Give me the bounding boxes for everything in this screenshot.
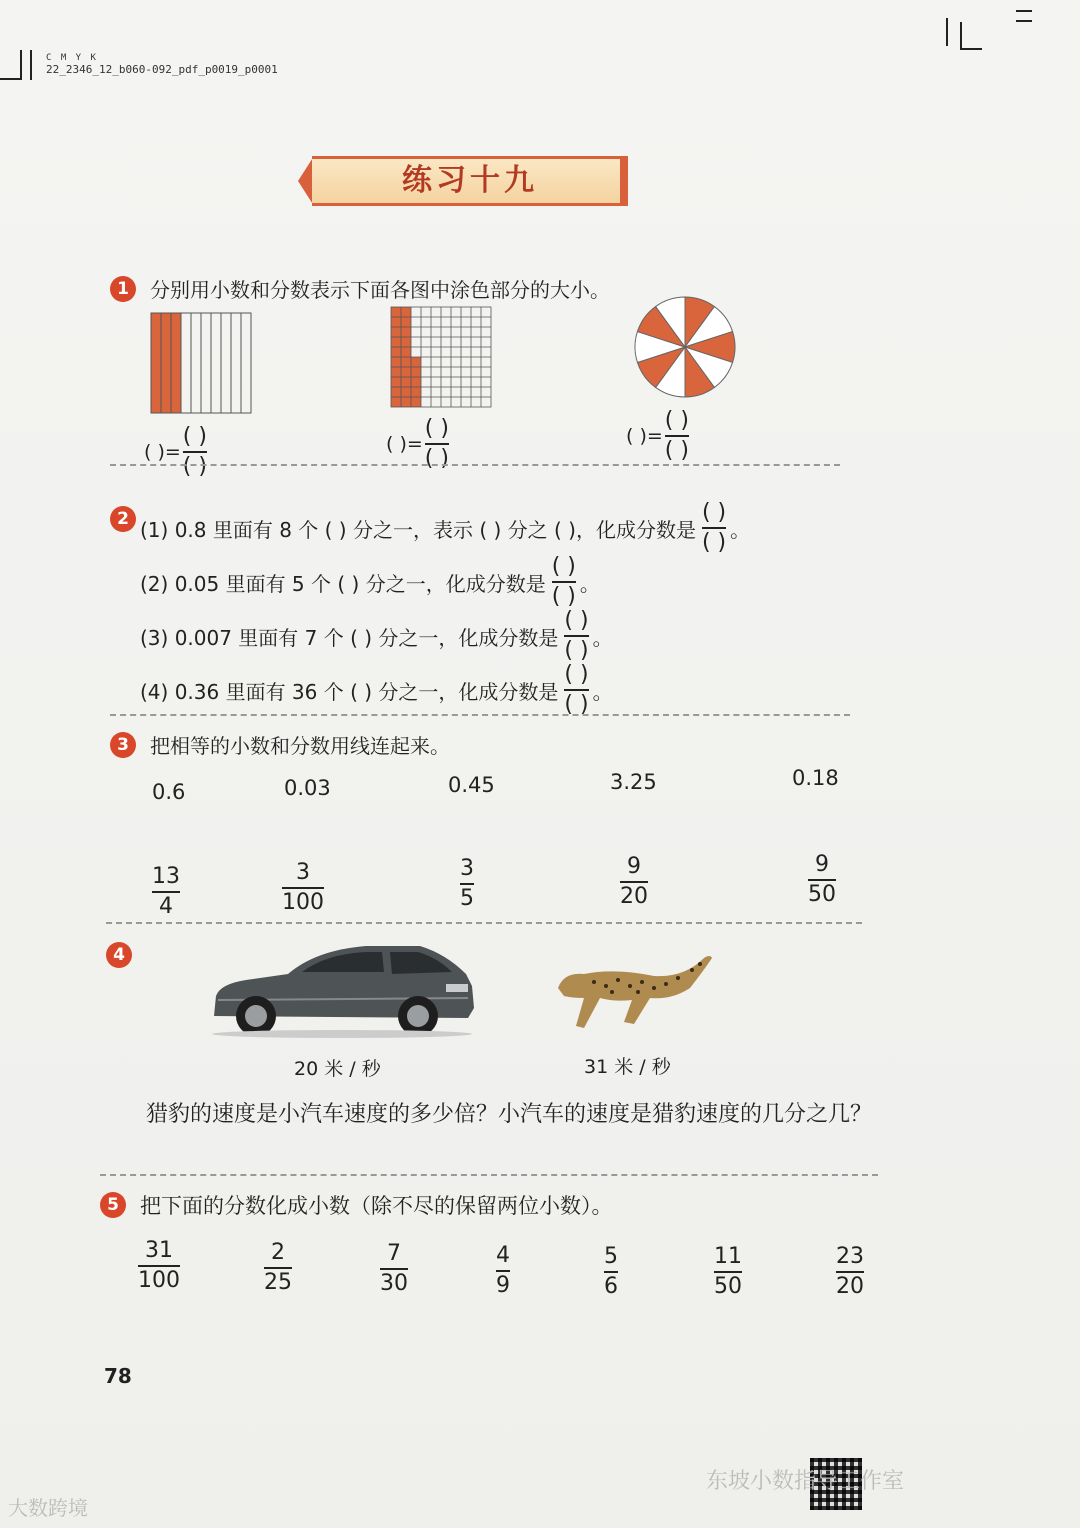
decimal-item: 0.18: [792, 766, 839, 790]
fraction-item: 31 100: [138, 1238, 180, 1293]
crop-mark: [0, 78, 22, 80]
divider: [100, 1174, 878, 1176]
question-1-text: 分别用小数和分数表示下面各图中涂色部分的大小。: [150, 278, 610, 302]
cheetah-speed-caption: 31 米 / 秒: [584, 1056, 671, 1078]
shaded-part: [151, 313, 181, 413]
crop-mark: [960, 22, 962, 50]
decimal-item: 0.45: [448, 773, 495, 797]
decimal-item: 3.25: [610, 770, 657, 794]
crop-mark: [20, 50, 22, 80]
print-code: C M Y K 22_2346_12_b060-092_pdf_p0019_p0001: [46, 53, 278, 76]
fraction-item: 5 6: [604, 1244, 618, 1299]
tenths-grid-figure: [150, 312, 254, 416]
fraction-item: 13 4: [152, 864, 180, 919]
fraction-item: 2 25: [264, 1240, 292, 1295]
car-image: [206, 938, 478, 1038]
question-2-line-2: (2) 0.05 里面有 5 个 ( ) 分之一，化成分数是 $\frac{( )}{( )}$ 。: [140, 554, 600, 609]
exercise-title-banner: [298, 150, 634, 214]
divider: [110, 714, 850, 716]
q1-answer-b: ( )= $\frac{( )}{( )}$: [386, 416, 449, 471]
shaded-cells: [411, 357, 421, 407]
fraction-item: 11 50: [714, 1244, 742, 1299]
crop-mark: [1016, 20, 1032, 22]
question-2-line-1: (1) 0.8 里面有 8 个 ( ) 分之一，表示 ( ) 分之 ( )，化成分数是 $\frac{( )}{( )}$ 。: [140, 500, 751, 555]
q1-answer-c: ( )= $\frac{( )}{( )}$: [626, 408, 689, 463]
question-4-text: 猎豹的速度是小汽车速度的多少倍？小汽车的速度是猎豹速度的几分之几？: [146, 1102, 873, 1127]
hundredths-grid-figure: [390, 306, 494, 410]
question-3-text: 把相等的小数和分数用线连起来。: [150, 734, 450, 758]
page-number: 78: [104, 1364, 132, 1388]
pie-circle-figure: [632, 294, 738, 400]
question-3-badge: 3: [110, 732, 136, 758]
fraction-item: 9 20: [620, 854, 648, 909]
crop-mark: [30, 50, 32, 80]
fraction-item: 3 5: [460, 856, 474, 911]
crop-mark: [1016, 10, 1032, 12]
question-5-badge: 5: [100, 1192, 126, 1218]
question-5-text: 把下面的分数化成小数（除不尽的保留两位小数）。: [140, 1194, 613, 1218]
divider: [110, 464, 840, 466]
watermark-right: 东坡小数指导工作室: [706, 1469, 905, 1494]
q1-answer-a: ( )= $\frac{( )}{( )}$: [144, 424, 207, 479]
crop-mark: [960, 48, 982, 50]
divider: [106, 922, 862, 924]
decimal-item: 0.03: [284, 776, 331, 800]
fraction-item: 7 30: [380, 1241, 408, 1296]
fraction-item: 23 20: [836, 1244, 864, 1299]
watermark-left: 大数跨境: [8, 1496, 88, 1520]
cheetah-image: [554, 948, 716, 1038]
fraction-item: 3 100: [282, 860, 324, 915]
question-1-badge: 1: [110, 276, 136, 302]
fraction-item: 9 50: [808, 852, 836, 907]
question-4-badge: 4: [106, 942, 132, 968]
question-2-line-4: (4) 0.36 里面有 36 个 ( ) 分之一，化成分数是 $\frac{( )}{( )}$ 。: [140, 662, 613, 717]
fraction-item: 4 9: [496, 1243, 510, 1298]
crop-mark: [946, 18, 948, 46]
car-speed-caption: 20 米 / 秒: [294, 1058, 381, 1080]
question-2-line-3: (3) 0.007 里面有 7 个 ( ) 分之一，化成分数是 $\frac{( )}{( )}$ 。: [140, 608, 613, 663]
exercise-title: 练习十九: [402, 163, 538, 198]
decimal-item: 0.6: [152, 780, 186, 804]
question-2-badge: 2: [110, 506, 136, 532]
